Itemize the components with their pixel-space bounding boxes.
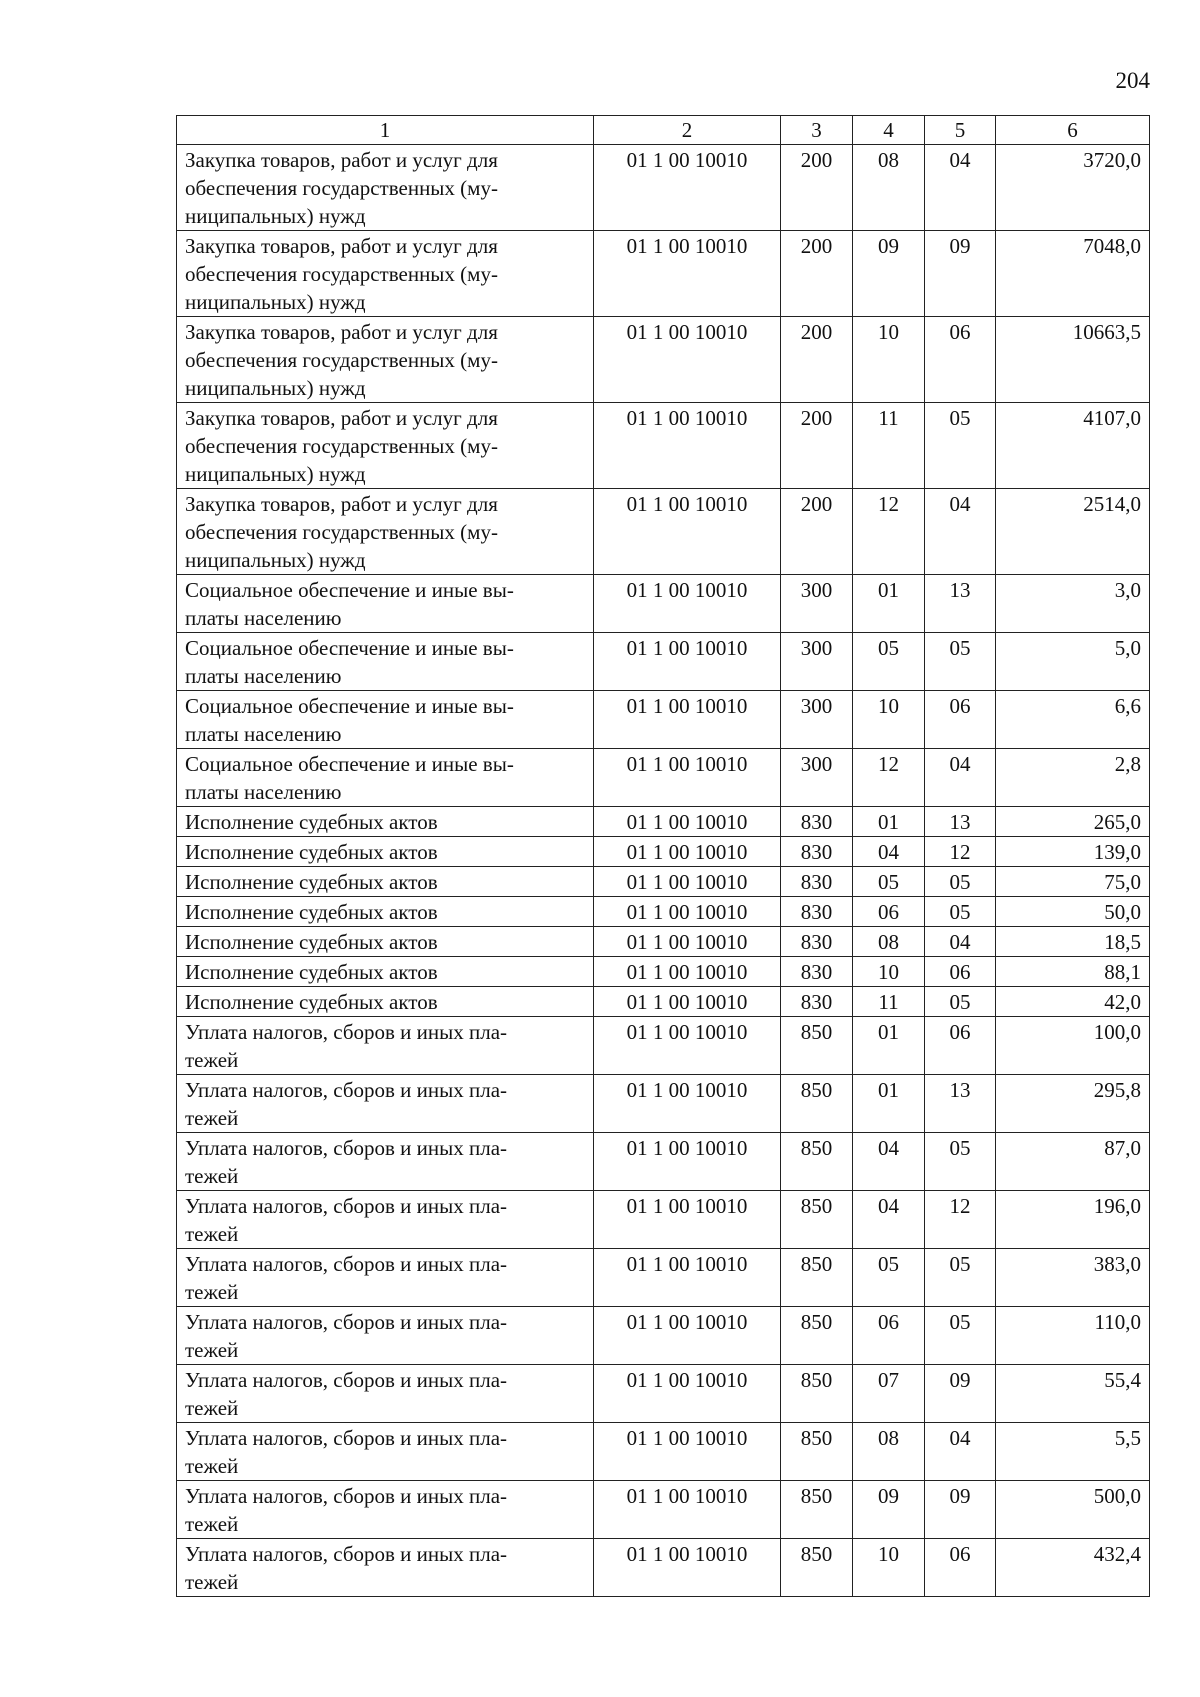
row-amount: 295,8: [996, 1075, 1150, 1133]
description-line: Исполнение судебных актов: [185, 810, 438, 834]
row-amount: 18,5: [996, 927, 1150, 957]
row-expense-type: 300: [781, 575, 853, 633]
description-line: Уплата налогов, сборов и иных пла-: [185, 1542, 508, 1566]
row-target-code: 01 1 00 10010: [594, 1365, 781, 1423]
row-description: [177, 1539, 594, 1597]
table-row: [177, 1249, 1150, 1307]
row-expense-type: 300: [781, 691, 853, 749]
header-cell: 5: [925, 116, 996, 145]
row-description: [177, 489, 594, 575]
table-row: [177, 1539, 1150, 1597]
description-line: обеспечения государственных (му-: [185, 262, 498, 286]
description-line: тежей: [185, 1280, 239, 1304]
description-line: Исполнение судебных актов: [185, 930, 438, 954]
row-section: 01: [853, 1017, 925, 1075]
row-expense-type: 850: [781, 1017, 853, 1075]
row-target-code: 01 1 00 10010: [594, 837, 781, 867]
row-expense-type: 850: [781, 1481, 853, 1539]
row-amount: 265,0: [996, 807, 1150, 837]
table-row: [177, 837, 1150, 867]
description-line: платы населению: [185, 722, 342, 746]
description-line: тежей: [185, 1164, 239, 1188]
row-target-code: 01 1 00 10010: [594, 1133, 781, 1191]
row-expense-type: 850: [781, 1133, 853, 1191]
row-expense-type: 300: [781, 749, 853, 807]
row-amount: 432,4: [996, 1539, 1150, 1597]
row-description: [177, 897, 594, 927]
row-amount: 50,0: [996, 897, 1150, 927]
row-target-code: 01 1 00 10010: [594, 749, 781, 807]
row-amount: 3720,0: [996, 145, 1150, 231]
row-amount: 10663,5: [996, 317, 1150, 403]
row-section: 11: [853, 987, 925, 1017]
description-line: платы населению: [185, 780, 342, 804]
row-description: [177, 1307, 594, 1365]
row-subsection: 06: [925, 691, 996, 749]
row-section: 09: [853, 231, 925, 317]
row-target-code: 01 1 00 10010: [594, 957, 781, 987]
row-expense-type: 850: [781, 1539, 853, 1597]
row-amount: 6,6: [996, 691, 1150, 749]
table-row: [177, 1423, 1150, 1481]
description-line: платы населению: [185, 606, 342, 630]
row-description: [177, 633, 594, 691]
row-target-code: 01 1 00 10010: [594, 987, 781, 1017]
row-expense-type: 200: [781, 317, 853, 403]
description-line: Уплата налогов, сборов и иных пла-: [185, 1426, 508, 1450]
table-row: [177, 403, 1150, 489]
row-expense-type: 850: [781, 1423, 853, 1481]
row-target-code: 01 1 00 10010: [594, 575, 781, 633]
description-line: ниципальных) нужд: [185, 462, 366, 486]
row-description: [177, 1481, 594, 1539]
table-row: [177, 987, 1150, 1017]
row-amount: 88,1: [996, 957, 1150, 987]
row-target-code: 01 1 00 10010: [594, 1191, 781, 1249]
row-section: 05: [853, 633, 925, 691]
table-body: [177, 145, 1150, 1597]
description-line: Закупка товаров, работ и услуг для: [185, 406, 498, 430]
description-line: тежей: [185, 1396, 239, 1420]
row-target-code: 01 1 00 10010: [594, 1075, 781, 1133]
row-subsection: 05: [925, 987, 996, 1017]
row-subsection: 09: [925, 1481, 996, 1539]
description-line: обеспечения государственных (му-: [185, 348, 498, 372]
row-description: [177, 145, 594, 231]
row-target-code: 01 1 00 10010: [594, 1539, 781, 1597]
row-subsection: 13: [925, 807, 996, 837]
table-row: [177, 1017, 1150, 1075]
description-line: Социальное обеспечение и иные вы-: [185, 752, 514, 776]
row-section: 12: [853, 489, 925, 575]
row-expense-type: 200: [781, 231, 853, 317]
description-line: Уплата налогов, сборов и иных пла-: [185, 1078, 508, 1102]
table-row: [177, 1191, 1150, 1249]
row-amount: 75,0: [996, 867, 1150, 897]
header-cell: 2: [594, 116, 781, 145]
description-line: Исполнение судебных актов: [185, 870, 438, 894]
row-target-code: 01 1 00 10010: [594, 1249, 781, 1307]
description-line: тежей: [185, 1048, 239, 1072]
row-expense-type: 830: [781, 807, 853, 837]
row-section: 11: [853, 403, 925, 489]
table-row: [177, 897, 1150, 927]
description-line: Социальное обеспечение и иные вы-: [185, 636, 514, 660]
table-row: [177, 957, 1150, 987]
row-subsection: 05: [925, 1133, 996, 1191]
description-line: Закупка товаров, работ и услуг для: [185, 234, 498, 258]
row-expense-type: 830: [781, 957, 853, 987]
row-amount: 5,0: [996, 633, 1150, 691]
row-section: 05: [853, 867, 925, 897]
row-subsection: 06: [925, 317, 996, 403]
table-row: [177, 1365, 1150, 1423]
row-description: [177, 691, 594, 749]
row-section: 10: [853, 691, 925, 749]
row-section: 08: [853, 1423, 925, 1481]
description-line: тежей: [185, 1512, 239, 1536]
row-section: 06: [853, 1307, 925, 1365]
description-line: Уплата налогов, сборов и иных пла-: [185, 1484, 508, 1508]
description-line: обеспечения государственных (му-: [185, 176, 498, 200]
row-expense-type: 850: [781, 1191, 853, 1249]
row-subsection: 05: [925, 1249, 996, 1307]
description-line: тежей: [185, 1106, 239, 1130]
row-section: 08: [853, 927, 925, 957]
row-section: 04: [853, 1133, 925, 1191]
description-line: тежей: [185, 1338, 239, 1362]
row-target-code: 01 1 00 10010: [594, 403, 781, 489]
row-subsection: 04: [925, 145, 996, 231]
description-line: ниципальных) нужд: [185, 376, 366, 400]
row-target-code: 01 1 00 10010: [594, 231, 781, 317]
description-line: Исполнение судебных актов: [185, 960, 438, 984]
row-description: [177, 1017, 594, 1075]
row-description: [177, 1133, 594, 1191]
row-subsection: 04: [925, 489, 996, 575]
row-amount: 55,4: [996, 1365, 1150, 1423]
header-cell: 1: [177, 116, 594, 145]
table-row: [177, 489, 1150, 575]
row-section: 10: [853, 317, 925, 403]
row-subsection: 05: [925, 1307, 996, 1365]
row-description: [177, 957, 594, 987]
row-expense-type: 830: [781, 927, 853, 957]
description-line: Уплата налогов, сборов и иных пла-: [185, 1368, 508, 1392]
header-cell: 4: [853, 116, 925, 145]
row-target-code: 01 1 00 10010: [594, 489, 781, 575]
description-line: ниципальных) нужд: [185, 204, 366, 228]
row-target-code: 01 1 00 10010: [594, 1307, 781, 1365]
row-section: 01: [853, 575, 925, 633]
description-line: Социальное обеспечение и иные вы-: [185, 694, 514, 718]
row-description: [177, 749, 594, 807]
row-expense-type: 300: [781, 633, 853, 691]
row-section: 09: [853, 1481, 925, 1539]
row-subsection: 06: [925, 1539, 996, 1597]
row-target-code: 01 1 00 10010: [594, 1481, 781, 1539]
table-row: [177, 691, 1150, 749]
budget-table: [176, 115, 1150, 1597]
row-expense-type: 200: [781, 489, 853, 575]
row-description: [177, 1191, 594, 1249]
row-target-code: 01 1 00 10010: [594, 927, 781, 957]
description-line: Закупка товаров, работ и услуг для: [185, 492, 498, 516]
table-row: [177, 1075, 1150, 1133]
row-section: 07: [853, 1365, 925, 1423]
description-line: тежей: [185, 1222, 239, 1246]
row-subsection: 05: [925, 897, 996, 927]
row-amount: 4107,0: [996, 403, 1150, 489]
table-row: [177, 749, 1150, 807]
description-line: Уплата налогов, сборов и иных пла-: [185, 1136, 508, 1160]
table-row: [177, 867, 1150, 897]
header-cell: 3: [781, 116, 853, 145]
table-row: [177, 1307, 1150, 1365]
row-expense-type: 830: [781, 837, 853, 867]
row-amount: 139,0: [996, 837, 1150, 867]
row-description: [177, 1423, 594, 1481]
table-row: [177, 633, 1150, 691]
row-description: [177, 1075, 594, 1133]
row-amount: 3,0: [996, 575, 1150, 633]
row-expense-type: 830: [781, 987, 853, 1017]
row-target-code: 01 1 00 10010: [594, 145, 781, 231]
row-description: [177, 987, 594, 1017]
table-row: [177, 145, 1150, 231]
row-target-code: 01 1 00 10010: [594, 691, 781, 749]
description-line: Закупка товаров, работ и услуг для: [185, 148, 498, 172]
description-line: Исполнение судебных актов: [185, 990, 438, 1014]
row-subsection: 04: [925, 749, 996, 807]
row-subsection: 05: [925, 403, 996, 489]
row-subsection: 05: [925, 633, 996, 691]
row-target-code: 01 1 00 10010: [594, 633, 781, 691]
row-section: 06: [853, 897, 925, 927]
description-line: обеспечения государственных (му-: [185, 434, 498, 458]
row-expense-type: 850: [781, 1365, 853, 1423]
row-section: 10: [853, 1539, 925, 1597]
row-expense-type: 830: [781, 867, 853, 897]
row-section: 04: [853, 1191, 925, 1249]
description-line: ниципальных) нужд: [185, 548, 366, 572]
row-subsection: 04: [925, 927, 996, 957]
row-expense-type: 200: [781, 403, 853, 489]
description-line: Уплата налогов, сборов и иных пла-: [185, 1310, 508, 1334]
row-amount: 5,5: [996, 1423, 1150, 1481]
row-amount: 500,0: [996, 1481, 1150, 1539]
row-target-code: 01 1 00 10010: [594, 1423, 781, 1481]
row-description: [177, 403, 594, 489]
row-expense-type: 850: [781, 1307, 853, 1365]
row-description: [177, 575, 594, 633]
table-row: [177, 231, 1150, 317]
description-line: платы населению: [185, 664, 342, 688]
row-section: 05: [853, 1249, 925, 1307]
row-target-code: 01 1 00 10010: [594, 807, 781, 837]
row-subsection: 04: [925, 1423, 996, 1481]
row-expense-type: 850: [781, 1249, 853, 1307]
table-row: [177, 317, 1150, 403]
description-line: Социальное обеспечение и иные вы-: [185, 578, 514, 602]
row-subsection: 13: [925, 1075, 996, 1133]
description-line: ниципальных) нужд: [185, 290, 366, 314]
row-amount: 100,0: [996, 1017, 1150, 1075]
row-subsection: 05: [925, 867, 996, 897]
description-line: Уплата налогов, сборов и иных пла-: [185, 1020, 508, 1044]
description-line: Закупка товаров, работ и услуг для: [185, 320, 498, 344]
row-subsection: 06: [925, 957, 996, 987]
row-amount: 196,0: [996, 1191, 1150, 1249]
row-subsection: 09: [925, 1365, 996, 1423]
page-number: 204: [1115, 68, 1150, 93]
description-line: Исполнение судебных актов: [185, 900, 438, 924]
header-cell: 6: [996, 116, 1150, 145]
description-line: тежей: [185, 1454, 239, 1478]
description-line: Исполнение судебных актов: [185, 840, 438, 864]
table-row: [177, 927, 1150, 957]
row-subsection: 12: [925, 837, 996, 867]
row-description: [177, 927, 594, 957]
table-row: [177, 807, 1150, 837]
row-section: 08: [853, 145, 925, 231]
row-target-code: 01 1 00 10010: [594, 1017, 781, 1075]
row-section: 04: [853, 837, 925, 867]
row-subsection: 13: [925, 575, 996, 633]
row-subsection: 09: [925, 231, 996, 317]
row-subsection: 12: [925, 1191, 996, 1249]
row-section: 10: [853, 957, 925, 987]
row-expense-type: 830: [781, 897, 853, 927]
row-section: 01: [853, 807, 925, 837]
row-amount: 2,8: [996, 749, 1150, 807]
row-subsection: 06: [925, 1017, 996, 1075]
table-row: [177, 575, 1150, 633]
table-row: [177, 1133, 1150, 1191]
row-description: [177, 231, 594, 317]
header-row: [177, 116, 1150, 145]
row-description: [177, 317, 594, 403]
row-target-code: 01 1 00 10010: [594, 317, 781, 403]
row-expense-type: 850: [781, 1075, 853, 1133]
description-line: Уплата налогов, сборов и иных пла-: [185, 1252, 508, 1276]
row-amount: 7048,0: [996, 231, 1150, 317]
row-description: [177, 807, 594, 837]
row-target-code: 01 1 00 10010: [594, 867, 781, 897]
row-amount: 87,0: [996, 1133, 1150, 1191]
description-line: обеспечения государственных (му-: [185, 520, 498, 544]
row-expense-type: 200: [781, 145, 853, 231]
row-amount: 383,0: [996, 1249, 1150, 1307]
row-section: 12: [853, 749, 925, 807]
row-description: [177, 867, 594, 897]
row-target-code: 01 1 00 10010: [594, 897, 781, 927]
row-description: [177, 1365, 594, 1423]
row-description: [177, 1249, 594, 1307]
description-line: тежей: [185, 1570, 239, 1594]
row-amount: 2514,0: [996, 489, 1150, 575]
row-amount: 42,0: [996, 987, 1150, 1017]
row-section: 01: [853, 1075, 925, 1133]
description-line: Уплата налогов, сборов и иных пла-: [185, 1194, 508, 1218]
table-row: [177, 1481, 1150, 1539]
row-description: [177, 837, 594, 867]
row-amount: 110,0: [996, 1307, 1150, 1365]
